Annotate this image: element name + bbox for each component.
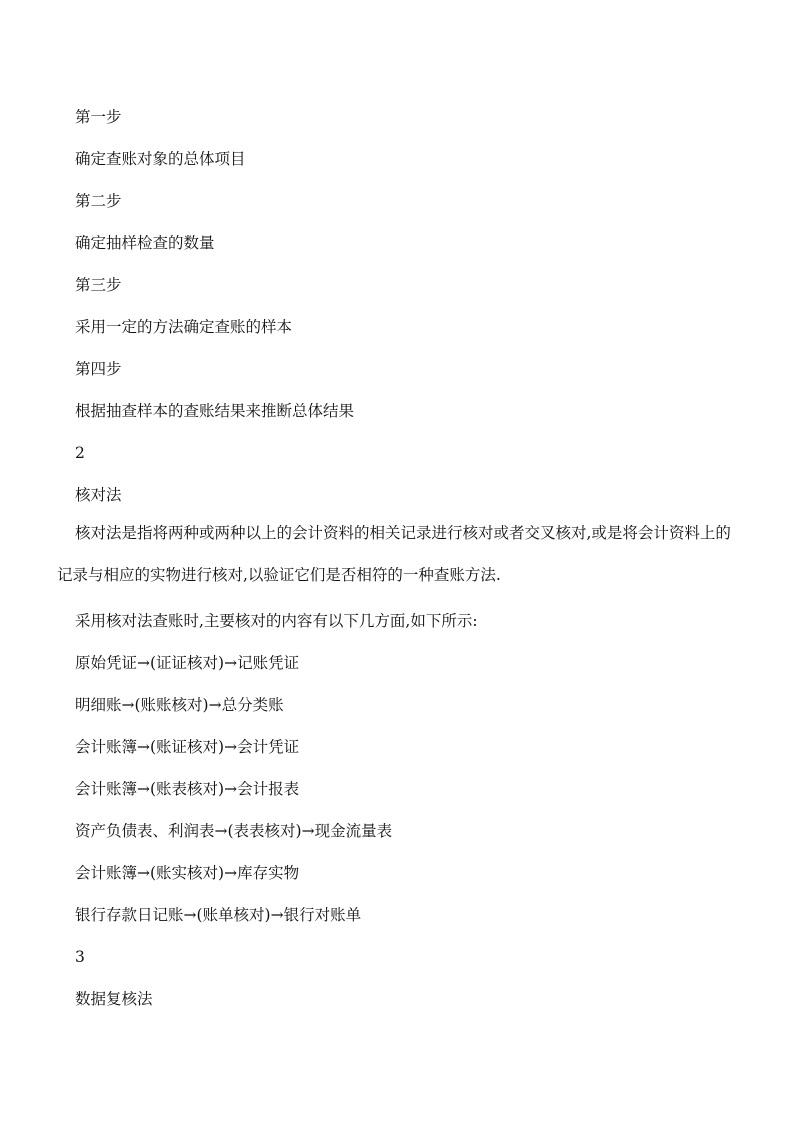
step-2-text: 确定抽样检查的数量	[75, 234, 215, 252]
section-2-definition: 核对法是指将两种或两种以上的会计资料的相关记录进行核对或者交叉核对,或是将会计资料上的记录与相应的实物进行核对,以验证它们是否相符的一种查账方法.	[57, 524, 731, 584]
step-3-label: 第三步	[75, 276, 122, 294]
section-3-title: 数据复核法	[75, 990, 153, 1008]
step-3-text: 采用一定的方法确定查账的样本	[75, 318, 293, 336]
list-item: 银行存款日记账→(账单核对)→银行对账单	[75, 906, 362, 924]
step-4-text: 根据抽查样本的查账结果来推断总体结果	[75, 402, 355, 420]
section-2-number: 2	[75, 444, 85, 462]
section-3-number: 3	[75, 948, 85, 966]
step-4-label: 第四步	[75, 360, 122, 378]
list-item: 资产负债表、利润表→(表表核对)→现金流量表	[75, 822, 393, 840]
list-item: 会计账簿→(账实核对)→库存实物	[75, 864, 300, 882]
section-2-intro: 采用核对法查账时,主要核对的内容有以下几方面,如下所示:	[75, 612, 478, 630]
step-2-label: 第二步	[75, 192, 122, 210]
list-item: 原始凭证→(证证核对)→记账凭证	[75, 654, 300, 672]
list-item: 会计账簿→(账证核对)→会计凭证	[75, 738, 300, 756]
step-1-label: 第一步	[75, 108, 122, 126]
step-1-text: 确定查账对象的总体项目	[75, 150, 246, 168]
list-item: 会计账簿→(账表核对)→会计报表	[75, 780, 300, 798]
list-item: 明细账→(账账核对)→总分类账	[75, 696, 284, 714]
section-2-title: 核对法	[75, 486, 122, 504]
